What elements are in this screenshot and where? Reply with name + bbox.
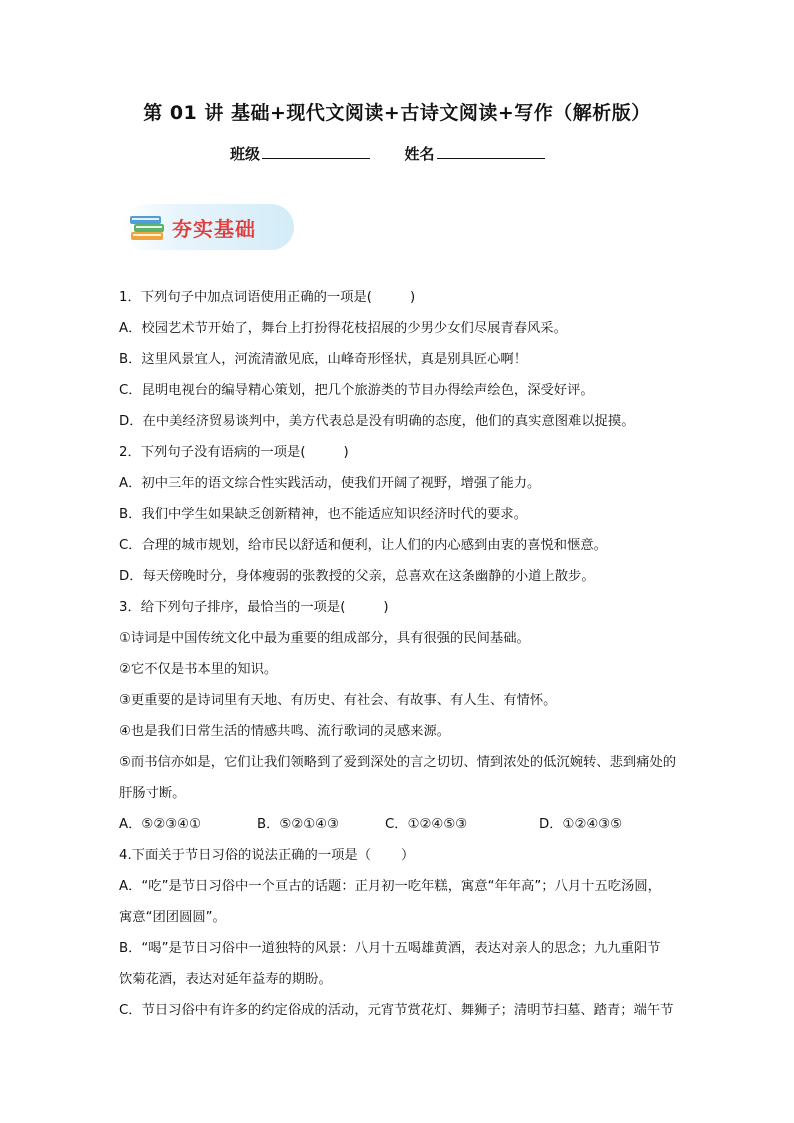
question-4-option-a: A．“吃”是节日习俗中一个亘古的话题：正月初一吃年糕，寓意“年年高”；八月十五吃汤圆， xyxy=(119,879,661,894)
question-3-option-a: A．⑤②③④① xyxy=(119,817,201,832)
question-3-options xyxy=(119,809,713,840)
name-label: 姓名 xyxy=(404,145,435,163)
question-list xyxy=(119,282,713,1026)
question-1-option-c: C．昆明电视台的编导精心策划，把几个旅游类的节目办得绘声绘色，深受好评。 xyxy=(119,383,594,398)
question-3-sentence-1: ①诗词是中国传统文化中最为重要的组成部分，具有很强的民间基础。 xyxy=(119,631,530,646)
section-banner-label: 夯实基础 xyxy=(172,217,256,241)
question-3-stem: 3．给下列句子排序，最恰当的一项是( ) xyxy=(119,600,389,615)
page-title: 第 01 讲 基础+现代文阅读+古诗文阅读+写作（解析版） xyxy=(143,102,651,124)
question-1-option-a: A．校园艺术节开始了，舞台上打扮得花枝招展的少男少女们尽展青春风采。 xyxy=(119,321,567,336)
name-blank[interactable] xyxy=(437,144,545,159)
books-icon xyxy=(128,212,168,244)
question-1-stem: 1．下列句子中加点词语使用正确的一项是( ) xyxy=(119,290,416,305)
class-blank[interactable] xyxy=(262,144,370,159)
question-4-option-a-cont: 寓意“团团圆圆”。 xyxy=(119,910,226,925)
question-4-option-b: B．“喝”是节日习俗中一道独特的风景：八月十五喝雄黄酒，表达对亲人的思念；九九重阳节 xyxy=(119,941,661,956)
question-2-option-b: B．我们中学生如果缺乏创新精神，也不能适应知识经济时代的要求。 xyxy=(119,507,528,522)
question-3-sentence-5: ⑤而书信亦如是，它们让我们领略到了爱到深处的言之切切、情到浓处的低沉婉转、悲到痛处的 xyxy=(119,755,677,770)
question-1-option-b: B．这里风景宜人，河流清澈见底，山峰奇形怪状，真是别具匠心啊！ xyxy=(119,352,528,367)
question-2-option-d: D．每天傍晚时分，身体瘦弱的张教授的父亲，总喜欢在这条幽静的小道上散步。 xyxy=(119,569,595,584)
question-3-option-d: D．①②④③⑤ xyxy=(539,817,623,832)
question-3-option-b: B．⑤②①④③ xyxy=(257,817,340,832)
class-label: 班级 xyxy=(230,145,261,163)
question-3-option-c: C．①②④⑤③ xyxy=(385,817,468,832)
question-4-option-b-cont: 饮菊花酒，表达对延年益寿的期盼。 xyxy=(119,972,332,987)
question-3-sentence-2: ②它不仅是书本里的知识。 xyxy=(119,662,278,677)
student-info-fields xyxy=(230,143,630,164)
question-4-option-c: C．节日习俗中有许多的约定俗成的活动，元宵节赏花灯、舞狮子；清明节扫墓、踏青；端午节 xyxy=(119,1003,674,1018)
question-3-sentence-5-cont: 肝肠寸断。 xyxy=(119,786,186,801)
question-3-sentence-3: ③更重要的是诗词里有天地、有历史、有社会、有故事、有人生、有情怀。 xyxy=(119,693,557,708)
section-banner xyxy=(122,204,294,250)
question-2-option-c: C．合理的城市规划，给市民以舒适和便利，让人们的内心感到由衷的喜悦和惬意。 xyxy=(119,538,607,553)
question-1-option-d: D．在中美经济贸易谈判中，美方代表总是没有明确的态度，他们的真实意图难以捉摸。 xyxy=(119,414,635,429)
question-2-option-a: A．初中三年的语文综合性实践活动，使我们开阔了视野，增强了能力。 xyxy=(119,476,541,491)
question-3-sentence-4: ④也是我们日常生活的情感共鸣、流行歌词的灵感来源。 xyxy=(119,724,451,739)
question-2-stem: 2．下列句子没有语病的一项是( ) xyxy=(119,445,349,460)
question-4-stem: 4.下面关于节日习俗的说法正确的一项是（ ） xyxy=(119,848,415,863)
